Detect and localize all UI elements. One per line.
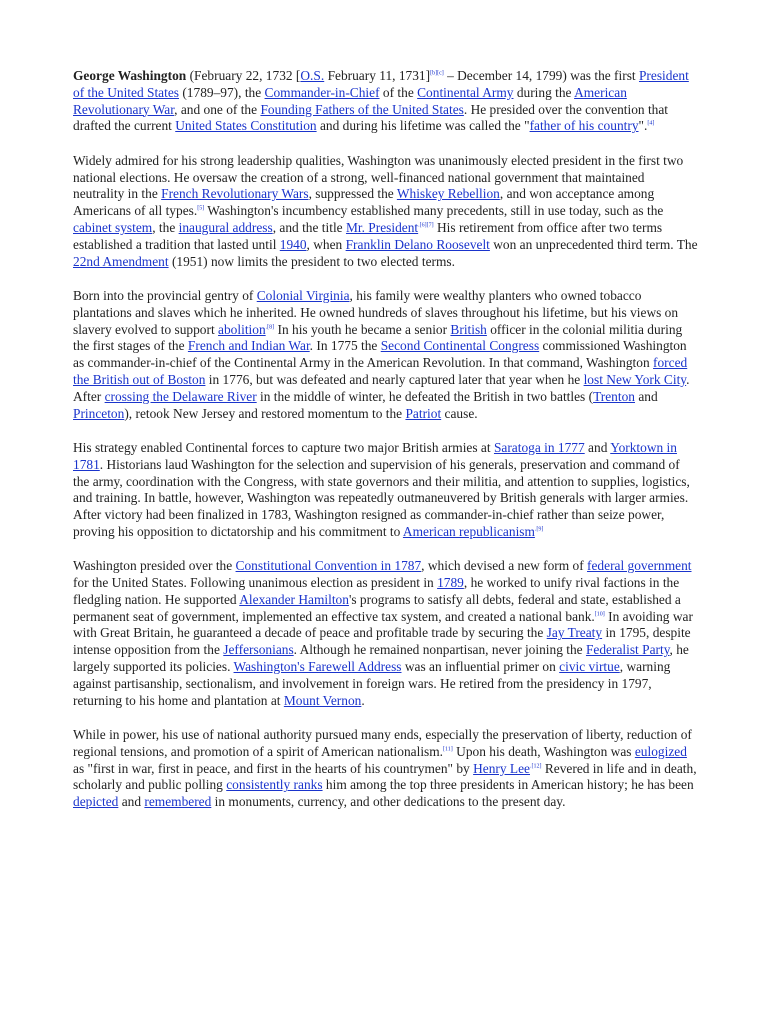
text-run: in monuments, currency, and other dedications to the present day.: [211, 794, 566, 810]
wiki-link[interactable]: inaugural address: [178, 219, 273, 235]
text-run: , suppressed the: [308, 186, 397, 202]
text-run: during the: [513, 84, 575, 100]
paragraph-2: [73, 153, 699, 271]
wiki-link[interactable]: 1940: [279, 236, 307, 252]
wiki-link[interactable]: Continental Army: [417, 84, 514, 100]
wiki-link[interactable]: Henry Lee: [473, 760, 530, 776]
text-run: February 11, 1731]: [324, 68, 431, 83]
text-run: . After: [73, 371, 690, 404]
wiki-link[interactable]: federal government: [587, 558, 692, 574]
text-run: His strategy enabled Continental forces to capture two major British armies at: [73, 439, 494, 455]
text-run: him among the top three presidents in American history; he has been: [322, 777, 694, 793]
wiki-link[interactable]: United States Constitution: [175, 118, 317, 134]
wiki-link[interactable]: Princeton: [73, 405, 125, 421]
text-run: and: [634, 388, 658, 404]
text-run: in 1795, despite intense opposition from the: [73, 625, 691, 658]
text-run: in the middle of winter, he defeated the British in two battles (: [256, 388, 594, 404]
citation-ref[interactable]: [4]: [647, 120, 655, 127]
citation-ref[interactable]: [11]: [443, 746, 453, 753]
wiki-link[interactable]: Saratoga in 1777: [493, 439, 585, 455]
citation-ref[interactable]: .[6][7]: [418, 222, 434, 229]
wiki-link[interactable]: Jeffersonians: [223, 642, 294, 658]
text-run: , which devised a new form of: [421, 558, 588, 574]
text-run: , he worked to unify rival factions in the fledgling nation. He supported: [73, 575, 680, 607]
text-run: commissioned Washington as commander-in-chief of the Continental Army in the American Revolution. In that command, Washington: [73, 338, 687, 371]
text-run: officer in the colonial militia during the first stages of the: [73, 321, 683, 354]
text-run: , and one of the: [174, 101, 261, 117]
citation-ref[interactable]: [10]: [594, 611, 605, 618]
wiki-link[interactable]: American Revolutionary War: [73, 84, 627, 117]
text-run: In his youth he became a senior: [274, 321, 451, 337]
paragraph-6: [73, 727, 699, 811]
text-run: 's programs to satisfy all debts, federal and state, established a permanent seat of government, implemented an effective tax system, and created a national bank.: [73, 591, 681, 624]
document-body: [73, 68, 699, 829]
wiki-link[interactable]: 22nd Amendment: [73, 253, 169, 269]
text-run: . Although he remained nonpartisan, never joining the: [293, 642, 586, 658]
text-run: Upon his death, Washington was: [452, 743, 635, 759]
wiki-link[interactable]: Patriot: [405, 405, 442, 421]
wiki-link[interactable]: Franklin Delano Roosevelt: [345, 236, 490, 252]
wiki-link[interactable]: French Revolutionary Wars: [161, 186, 309, 202]
text-run: and: [584, 439, 611, 455]
text-run: cause.: [441, 405, 478, 421]
wiki-link[interactable]: Constitutional Convention in 1787: [235, 558, 422, 574]
wiki-link[interactable]: French and Indian War: [187, 338, 310, 354]
citation-ref[interactable]: .[9]: [534, 526, 544, 533]
wiki-link[interactable]: cabinet system: [73, 219, 153, 235]
text-run: – December 14, 1799) was the first: [443, 68, 639, 83]
wiki-link[interactable]: depicted: [73, 794, 119, 810]
paragraph-3: [73, 288, 699, 422]
text-run: ".: [638, 118, 648, 134]
wiki-link[interactable]: American republicanism: [402, 523, 535, 539]
wiki-link[interactable]: Founding Fathers of the United States: [260, 101, 464, 117]
wiki-link[interactable]: British: [450, 321, 487, 337]
text-run: , his family were wealthy planters who owned tobacco plantations and slaves which he inherited. He owned hundreds of slaves throughout his lifetime, but his views on slavery evolved to support: [73, 287, 679, 337]
wiki-link[interactable]: Mount Vernon: [283, 692, 362, 708]
text-run: , warning against partisanship, sectionalism, and involvement in foreign wars. He retired from the presidency in 1797, returning to his home and plantation at: [73, 659, 671, 708]
text-run: Widely admired for his strong leadership qualities, Washington was unanimously elected president in the first two national elections. He oversaw the creation of a strong, well-financed national government that maintained neutrality in the: [73, 152, 684, 202]
wiki-link[interactable]: consistently ranks: [226, 777, 323, 793]
text-run: won an unprecedented third term. The: [489, 236, 698, 252]
wiki-link[interactable]: Trenton: [593, 388, 635, 404]
wiki-link[interactable]: Jay Treaty: [546, 625, 603, 641]
text-run: (1789–97), the: [179, 84, 265, 100]
text-run: , he largely supported its policies.: [73, 642, 689, 675]
wiki-link[interactable]: Alexander Hamilton: [239, 591, 349, 607]
text-run: Washington presided over the: [73, 558, 236, 574]
text-run: as "first in war, first in peace, and first in the hearts of his countrymen" by: [73, 760, 474, 776]
text-run: Born into the provincial gentry of: [73, 287, 257, 303]
paragraph-1: [73, 68, 699, 135]
citation-ref[interactable]: .[8]: [265, 324, 275, 331]
text-run: ), retook New Jersey and restored momentum to the: [124, 405, 406, 421]
wiki-link[interactable]: crossing the Delaware River: [104, 388, 257, 404]
text-run: (1951) now limits the president to two elected terms.: [168, 253, 455, 269]
text-run: and during his lifetime was called the ": [316, 118, 530, 134]
wiki-link[interactable]: O.S.: [300, 68, 325, 83]
text-run: , and won acceptance among Americans of all types.: [73, 186, 655, 219]
wiki-link[interactable]: Yorktown in 1781: [73, 439, 677, 472]
wiki-link[interactable]: Second Continental Congress: [380, 338, 540, 354]
wiki-link[interactable]: Colonial Virginia: [256, 287, 350, 303]
paragraph-4: [73, 440, 699, 541]
wiki-link[interactable]: remembered: [144, 794, 212, 810]
wiki-link[interactable]: father of his country: [529, 118, 639, 134]
text-run: In avoiding war with Great Britain, he guaranteed a decade of peace and profitable trade by securing the: [73, 608, 693, 641]
wiki-link[interactable]: lost New York City: [583, 371, 687, 387]
wiki-link[interactable]: Mr. President: [345, 219, 419, 235]
text-run: , and the title: [272, 219, 346, 235]
text-run: .: [361, 692, 365, 708]
wiki-link[interactable]: abolition: [218, 321, 266, 337]
text-run: , the: [152, 219, 179, 235]
wiki-link[interactable]: Federalist Party: [585, 642, 670, 658]
text-run: and: [118, 794, 145, 810]
text-run: . Historians laud Washington for the selection and supervision of his generals, preservation and command of the army, coordination with the Congress, with state governors and their militia, and attention to supplies, logistics, and training. In battle, however, Washington was repeatedly outmaneuvered by British generals with larger armies. After victory had been finalized in 1783, Washington resigned as commander-in-chief rather than seize power, proving his opposition to dictatorship and his commitment to: [73, 456, 690, 539]
wiki-link[interactable]: Washington's Farewell Address: [233, 659, 402, 675]
text-run: His retirement from office after two terms established a tradition that lasted until: [73, 219, 663, 252]
text-run: (February 22, 1732 [: [186, 68, 301, 83]
wiki-link[interactable]: 1789: [437, 575, 464, 591]
citation-ref[interactable]: [b][c]: [430, 70, 444, 77]
wiki-link[interactable]: eulogized: [634, 743, 687, 759]
text-run: . He presided over the convention that drafted the current: [73, 101, 669, 134]
wiki-link[interactable]: Commander-in-Chief: [264, 84, 380, 100]
subject-name: George Washington: [73, 68, 187, 83]
text-run: was an influential primer on: [401, 659, 560, 675]
text-run: While in power, his use of national authority pursued many ends, especially the preservation of liberty, reduction of regional tensions, and promotion of a spirit of American nationalism.: [73, 727, 692, 759]
citation-ref[interactable]: [5]: [197, 205, 205, 212]
wiki-link[interactable]: President of the United States: [73, 68, 689, 100]
text-run: Revered in life and in death, scholarly and public polling: [73, 760, 697, 793]
wiki-link[interactable]: civic virtue: [559, 659, 620, 675]
wiki-link[interactable]: forced the British out of Boston: [73, 355, 688, 387]
text-run: in 1776, but was defeated and nearly captured later that year when he: [205, 371, 584, 387]
text-run: . In 1775 the: [309, 338, 381, 354]
text-run: of the: [379, 84, 418, 100]
text-run: for the United States. Following unanimous election as president in: [73, 575, 438, 591]
wiki-link[interactable]: Whiskey Rebellion: [396, 186, 500, 202]
paragraph-5: [73, 558, 699, 709]
text-run: Washington's incumbency established many precedents, still in use today, such as the: [204, 203, 664, 219]
text-run: , when: [306, 236, 346, 252]
citation-ref[interactable]: .[12]: [530, 763, 542, 770]
